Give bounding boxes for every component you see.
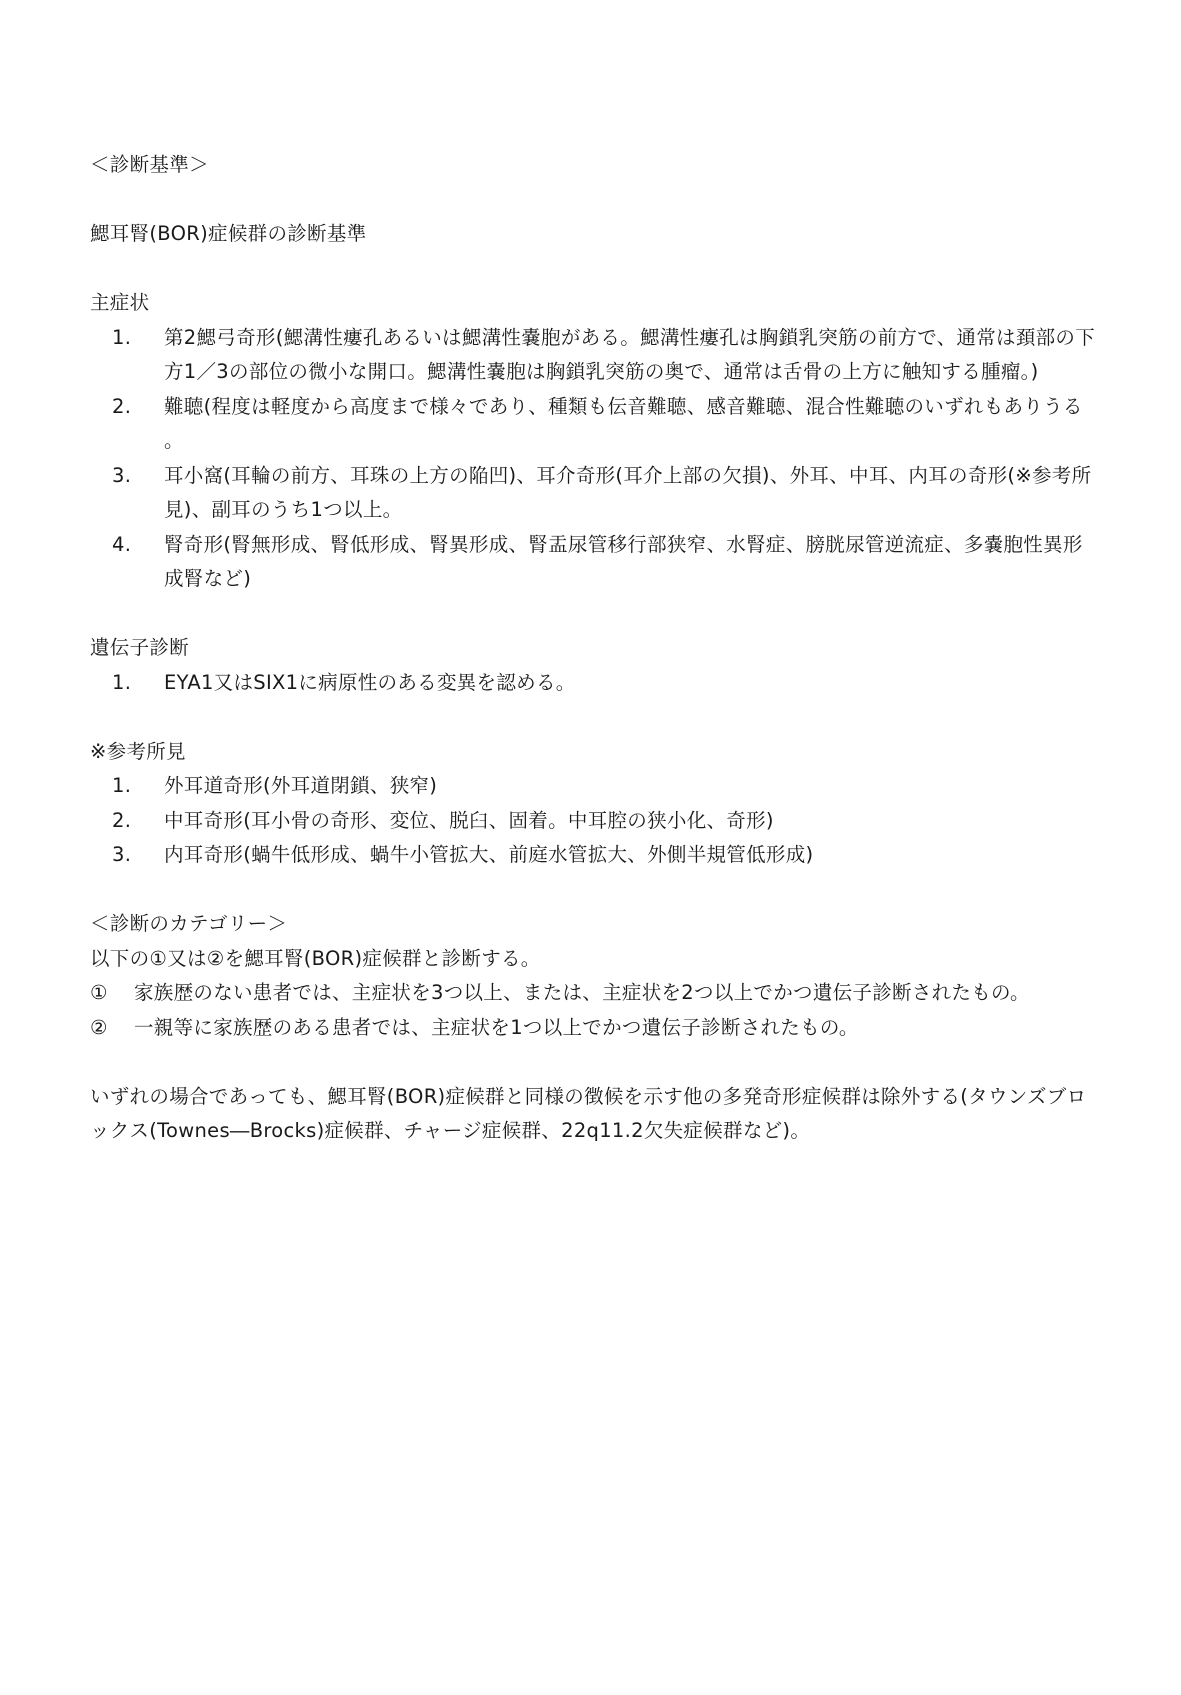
- list-number: 1.: [112, 774, 132, 797]
- list-number: 3.: [112, 463, 132, 487]
- category-marker: ②: [90, 1015, 108, 1039]
- reference-findings-heading: ※参考所見: [90, 739, 186, 763]
- category-item-text: 一親等に家族歴のある患者では、主症状を1つ以上でかつ遺伝子診断されたもの。: [134, 1015, 859, 1039]
- document-title: 鰓耳腎(BOR)症候群の診断基準: [90, 222, 367, 245]
- category-item: [90, 976, 1100, 1011]
- main-symptoms-list: [90, 321, 1100, 597]
- list-item: [90, 666, 1100, 701]
- list-item-text: 腎奇形(腎無形成、腎低形成、腎異形成、腎盂尿管移行部狭窄、水腎症、膀胱尿管逆流症、多嚢胞性異形成腎など): [164, 532, 1083, 590]
- list-number: 3.: [112, 843, 132, 866]
- list-item: [90, 804, 1100, 839]
- list-number: 4.: [112, 532, 132, 556]
- document-body: [90, 148, 1100, 1149]
- list-item-text: 内耳奇形(蝸牛低形成、蝸牛小管拡大、前庭水管拡大、外側半規管低形成): [164, 843, 814, 866]
- list-item: [90, 769, 1100, 804]
- main-symptoms-heading: 主症状: [90, 291, 150, 314]
- list-number: 2.: [112, 808, 132, 832]
- list-item: [90, 838, 1100, 873]
- list-item-text: EYA1又はSIX1に病原性のある変異を認める。: [164, 670, 576, 694]
- list-item-text: 外耳道奇形(外耳道閉鎖、狭窄): [164, 774, 438, 797]
- list-item-text: 耳小窩(耳輪の前方、耳珠の上方の陥凹)、耳介奇形(耳介上部の欠損)、外耳、中耳、内耳の奇形(※参考所見)、副耳のうち1つ以上。: [164, 463, 1092, 521]
- diagnostic-category-heading: ＜診断のカテゴリー＞: [90, 912, 288, 935]
- category-item: [90, 1011, 1100, 1046]
- category-marker: ①: [90, 981, 108, 1004]
- category-item-text: 家族歴のない患者では、主症状を3つ以上、または、主症状を2つ以上でかつ遺伝子診断されたもの。: [134, 981, 1030, 1004]
- genetic-diagnosis-list: [90, 666, 1100, 701]
- list-item-text: 中耳奇形(耳小骨の奇形、変位、脱臼、固着。中耳腔の狭小化、奇形): [164, 808, 774, 832]
- list-item-text: 難聴(程度は軽度から高度まで様々であり、種類も伝音難聴、感音難聴、混合性難聴のいずれもありうる。: [164, 394, 1083, 452]
- list-item: [90, 390, 1100, 459]
- list-item: [90, 459, 1100, 528]
- list-item: [90, 321, 1100, 390]
- list-number: 1.: [112, 325, 132, 349]
- genetic-diagnosis-heading: 遺伝子診断: [90, 636, 190, 659]
- diagnostic-category-intro: 以下の①又は②を鰓耳腎(BOR)症候群と診断する。: [90, 946, 541, 970]
- list-number: 1.: [112, 670, 132, 694]
- list-item-text: 第2鰓弓奇形(鰓溝性瘻孔あるいは鰓溝性嚢胞がある。鰓溝性瘻孔は胸鎖乳突筋の前方で、通常は頚部の下方1／3の部位の微小な開口。鰓溝性嚢胞は胸鎖乳突筋の奥で、通常は舌骨の上方に触知する腫瘤。): [164, 325, 1096, 383]
- list-item: [90, 528, 1100, 597]
- list-number: 2.: [112, 394, 132, 418]
- exclusion-paragraph: いずれの場合であっても、鰓耳腎(BOR)症候群と同様の徴候を示す他の多発奇形症候群は除外する(タウンズブロックス(Townes―Brocks)症候群、チャージ症候群、22q11.2欠失症候群など)。: [90, 1084, 1087, 1142]
- reference-findings-list: [90, 769, 1100, 873]
- section-heading-diagnostic-criteria: ＜診断基準＞: [90, 153, 209, 176]
